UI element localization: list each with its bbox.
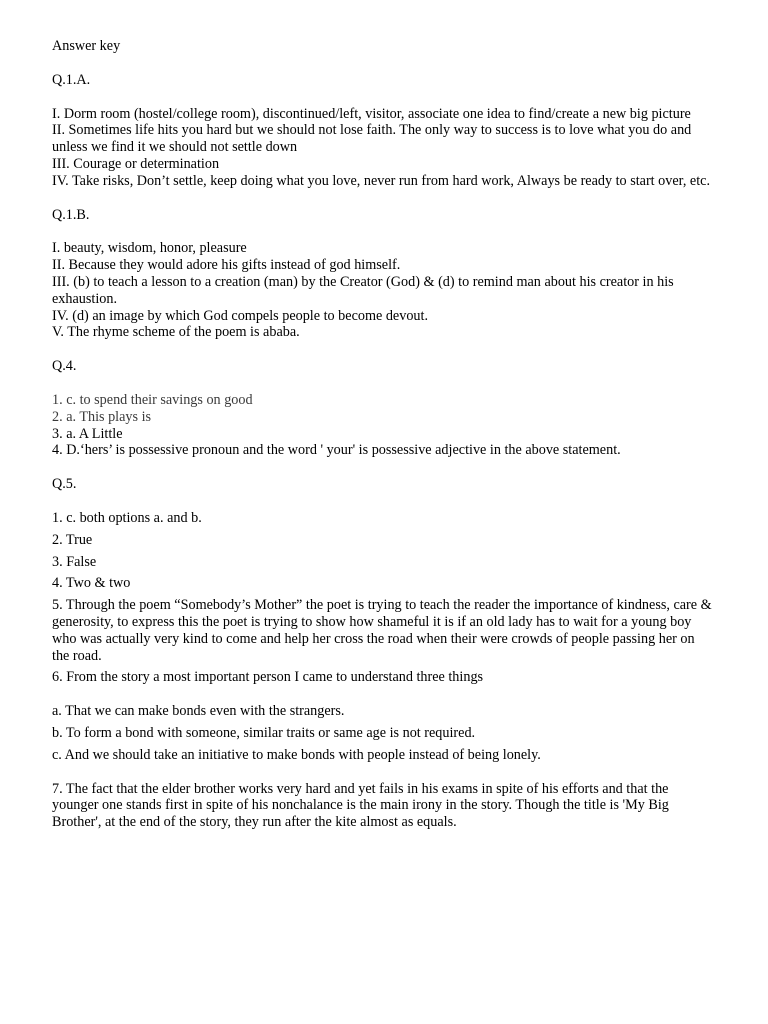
q5-answer-3: 3. False [52,553,97,570]
q4-answer-3: 3. a. A Little [52,425,123,442]
q5-subitem-a: a. That we can make bonds even with the strangers. [52,703,345,720]
q1b-answer-4: IV. (d) an image by which God compels people to become devout. [52,307,429,324]
q5-answer-7: 7. The fact that the elder brother works very hard and yet fails in his exams in spite of his efforts and that the younger one stands first in spite of his nonchalance is the main irony in the story. Though the title is 'My Big Brother', at the end of the story, they run after the kite almost as equals. [52,780,669,831]
q1b-answer-1: I. beauty, wisdom, honor, pleasure [52,240,247,257]
q4-answer-1: 1. c. to spend their savings on good [52,391,253,408]
q1a-answer-2: II. Sometimes life hits you hard but we should not lose faith. The only way to success is to love what you do and unless we find it we should not settle down [52,122,692,156]
q5-answer-6: 6. From the story a most important person I came to understand three things [52,669,484,686]
q5-answer-5: 5. Through the poem “Somebody’s Mother” the poet is trying to teach the reader the importance of kindness, care & generosity, to express this the poet is trying to show how shameful it is if an old lady has to wait for a young boy who was actually very kind to come and help her cross the road when their were crowds of people passing her on the road. [52,597,712,664]
q4-answer-2: 2. a. This plays is [52,408,152,425]
q5-answer-4: 4. Two & two [52,575,131,592]
q1a-answer-1: I. Dorm room (hostel/college room), discontinued/left, visitor, associate one idea to find/create a new big picture [52,105,691,122]
document-title: Answer key [52,38,121,54]
q1a-heading: Q.1.A. [52,71,91,88]
q1b-heading: Q.1.B. [52,206,90,223]
q5-subitem-c: c. And we should take an initiative to make bonds with people instead of being lonely. [52,746,541,763]
q1b-answer-5: V. The rhyme scheme of the poem is ababa. [52,324,300,341]
q5-answer-1: 1. c. both options a. and b. [52,509,202,526]
q5-heading: Q.5. [52,476,77,493]
q1b-answer-2: II. Because they would adore his gifts instead of god himself. [52,257,401,274]
q4-answer-4: 4. D.‘hers’ is possessive pronoun and the word ' your' is possessive adjective in the above statement. [52,442,621,459]
q5-answer-2: 2. True [52,531,93,548]
q5-subitem-b: b. To form a bond with someone, similar traits or same age is not required. [52,724,476,741]
answer-key-document [52,38,712,831]
q1a-answer-4: IV. Take risks, Don’t settle, keep doing what you love, never run from hard work, Always be ready to start over, etc. [52,172,710,189]
q1a-answer-3: III. Courage or determination [52,155,220,172]
q4-heading: Q.4. [52,358,77,375]
q1b-answer-3: III. (b) to teach a lesson to a creation (man) by the Creator (God) & (d) to remind man about his creator in his exhaustion. [52,273,674,307]
